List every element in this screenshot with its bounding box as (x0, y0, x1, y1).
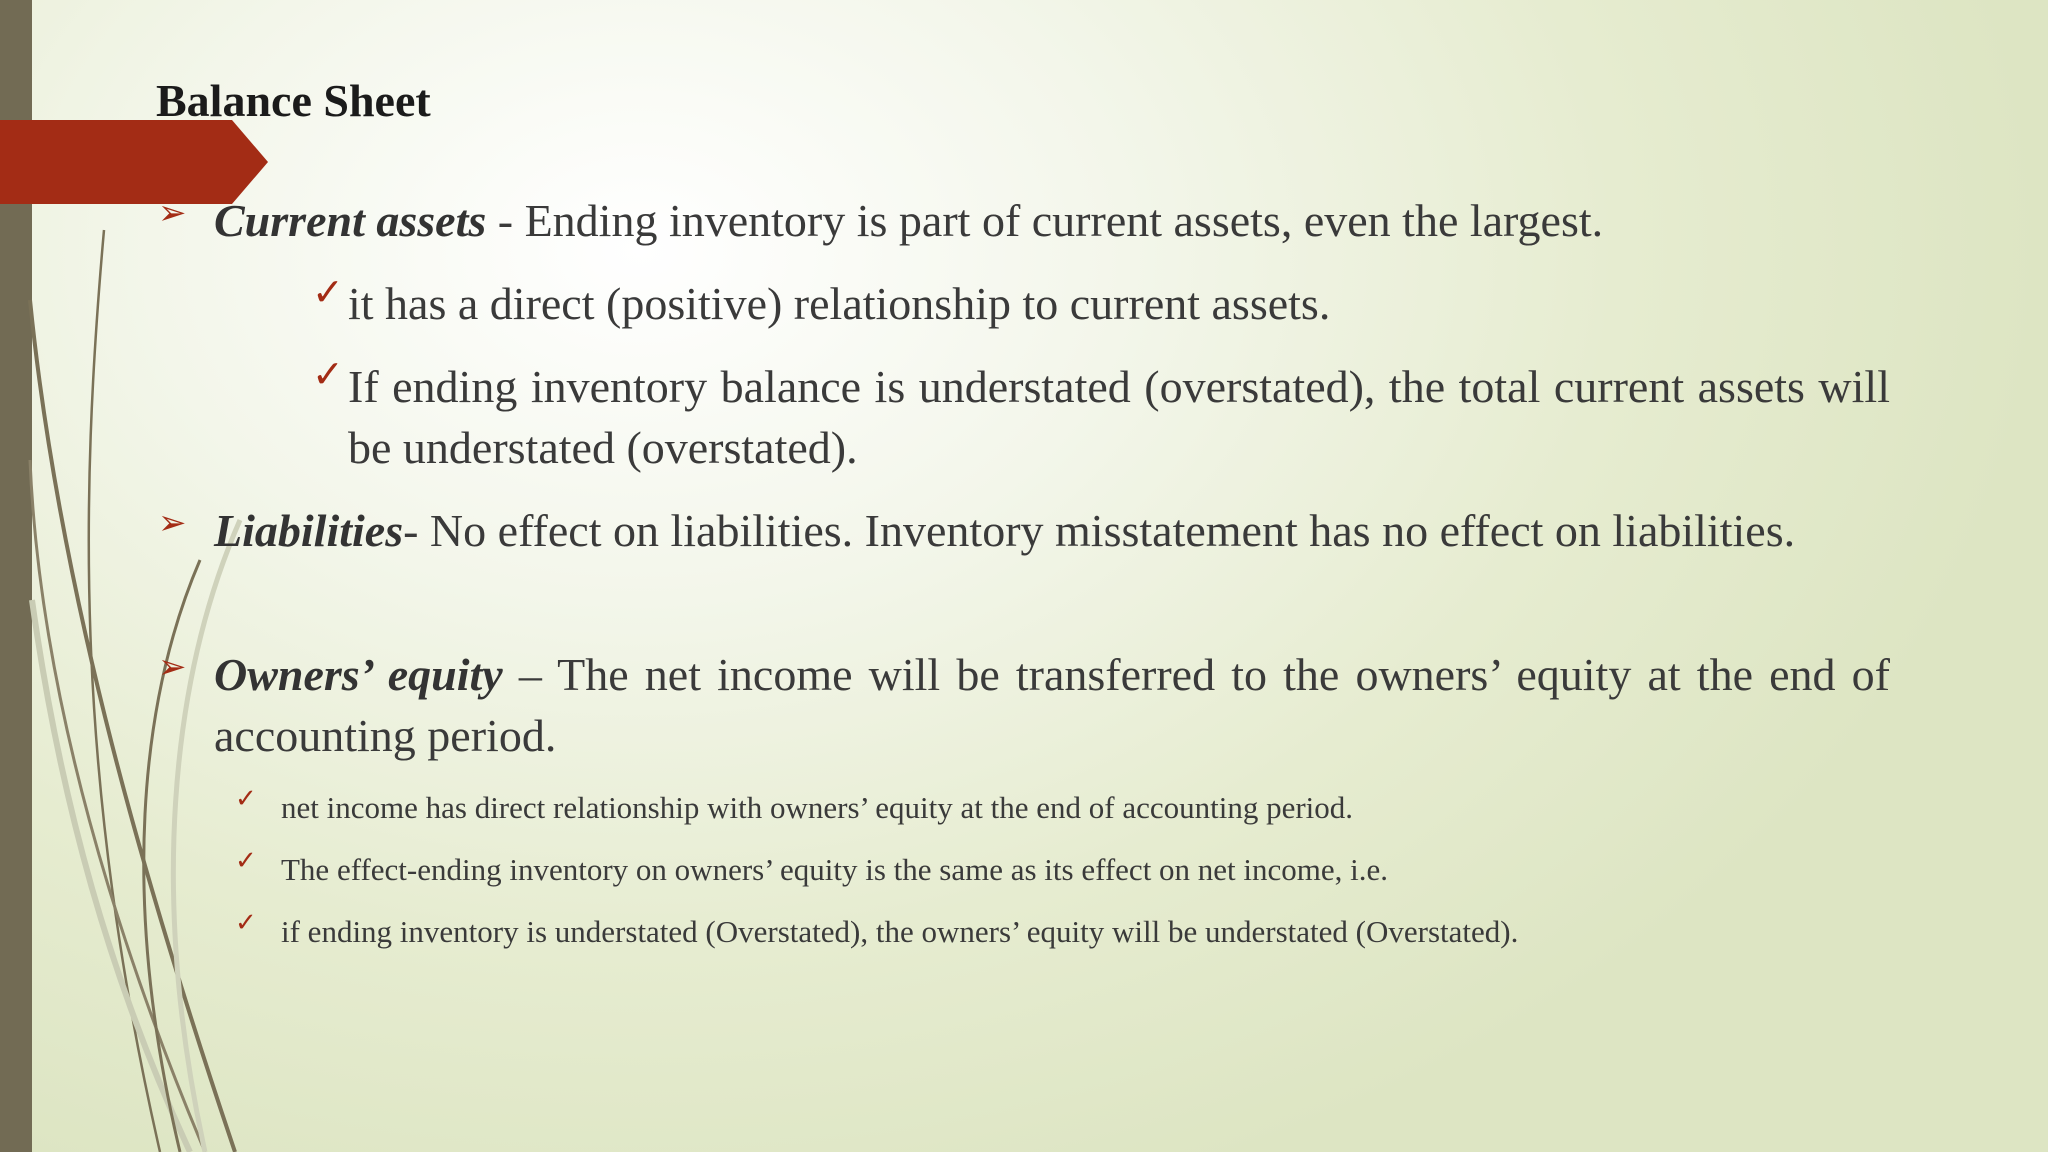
slide-title: Balance Sheet (156, 75, 431, 126)
check-icon: ✓ (312, 270, 344, 314)
check-icon: ✓ (235, 784, 257, 814)
bullet-term: Liabilities (214, 505, 404, 556)
bullet-owners-equity (214, 644, 1890, 766)
bullet-text: it has a direct (positive) relationship to current assets. (348, 278, 1331, 329)
bullet-term: Current assets (214, 195, 487, 246)
bullet-text: if ending inventory is understated (Overstated), the owners’ equity will be understated (Overstated). (281, 914, 1519, 949)
arrow-bullet-icon: ➢ (158, 193, 187, 233)
bullet-liabilities (214, 500, 1890, 561)
check-icon: ✓ (235, 908, 257, 938)
bullet-text: If ending inventory balance is understated (overstated), the total current assets will be understated (overstated). (348, 361, 1890, 473)
sub-bullet-net-income-relationship (281, 788, 1901, 828)
bullet-term: Owners’ equity (214, 649, 503, 700)
bullet-text: The effect-ending inventory on owners’ equity is the same as its effect on net income, i.e. (281, 852, 1389, 887)
bullet-current-assets (214, 190, 1890, 251)
sub-bullet-understated-assets (348, 356, 1890, 478)
bullet-text: - Ending inventory is part of current assets, even the largest. (486, 195, 1604, 246)
check-icon: ✓ (235, 846, 257, 876)
bullet-text: – The net income will be transferred to the owners’ equity at the end of accounting period. (214, 649, 1890, 761)
bullet-text: - No effect on liabilities. Inventory misstatement has no effect on liabilities. (403, 505, 1796, 556)
arrow-bullet-icon: ➢ (158, 647, 187, 687)
sub-bullet-effect-same (281, 850, 1901, 890)
arrow-bullet-icon: ➢ (158, 503, 187, 543)
sub-bullet-direct-relationship (348, 273, 1890, 334)
sub-bullet-equity-understated (281, 912, 1901, 952)
bullet-text: net income has direct relationship with owners’ equity at the end of accounting period. (281, 790, 1354, 825)
check-icon: ✓ (312, 352, 344, 396)
